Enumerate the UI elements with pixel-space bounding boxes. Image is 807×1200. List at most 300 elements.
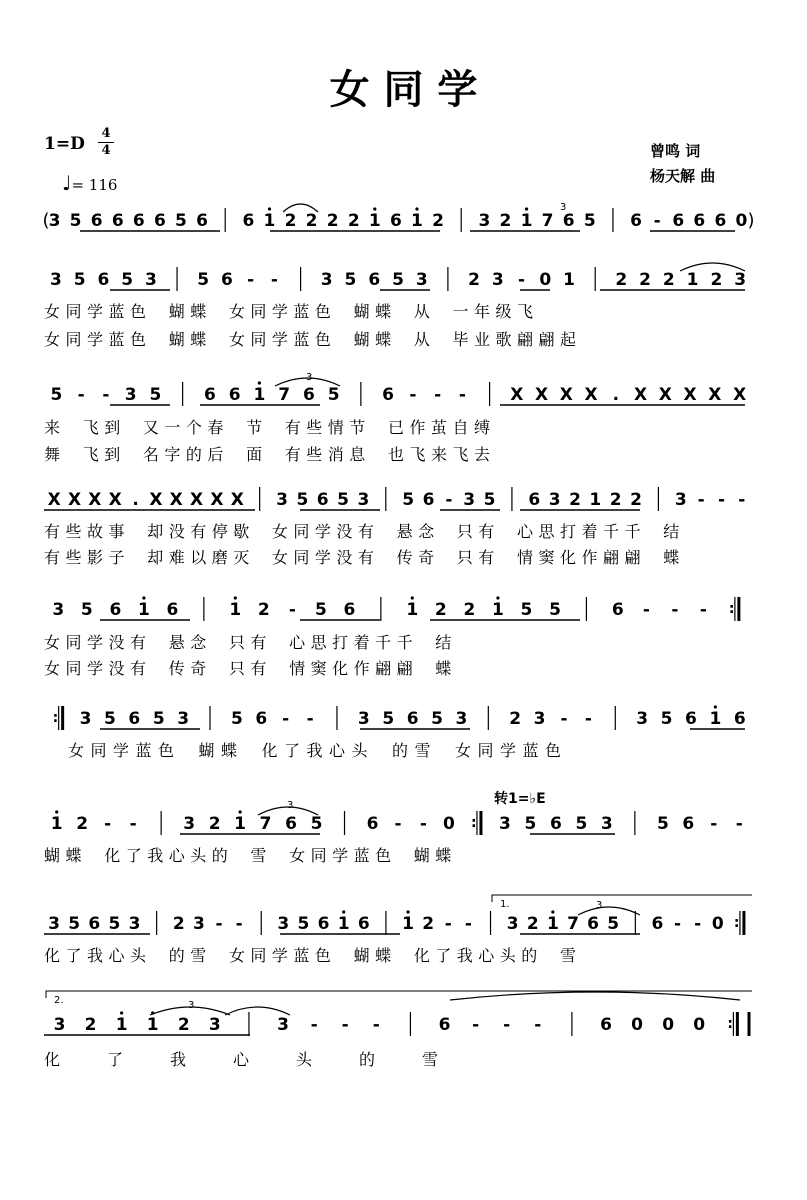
lyric-char: 蓝 [108, 330, 125, 349]
note: 5 [296, 490, 309, 510]
lyric-char: 学 [113, 741, 130, 760]
lyric-char: 有 [44, 548, 61, 567]
note: 1 [411, 211, 423, 231]
note: X [108, 490, 122, 510]
lyric-char: 色 [545, 741, 562, 760]
note: 3 [320, 270, 333, 290]
lyric-char: 从 [413, 302, 430, 321]
note: 2 [662, 270, 675, 290]
lyric-char: 女 [228, 330, 245, 349]
lyric-char: 没 [108, 633, 125, 652]
lyric-char: 女 [228, 946, 245, 965]
note: - [102, 385, 110, 405]
lyric-char: 同 [65, 633, 82, 652]
note: X [559, 385, 573, 405]
lyric-char: 消 [327, 445, 344, 464]
note: - [735, 814, 743, 834]
lyric-char: 蝶 [190, 302, 207, 321]
lyric-char: 窦 [310, 659, 327, 678]
note: - [710, 814, 718, 834]
note: - [104, 814, 112, 834]
lyric-char: 了 [125, 846, 142, 865]
note: 5 [175, 211, 187, 231]
note: 5 [197, 270, 210, 290]
lyric-char: 心 [233, 1050, 250, 1069]
note: 6 [685, 709, 697, 729]
note: 1 [263, 211, 276, 231]
note: X [149, 490, 163, 510]
octave-dot [268, 207, 271, 210]
note: 5 [483, 490, 496, 510]
time-signature-top: 4 [101, 126, 111, 141]
octave-dot [411, 596, 414, 599]
octave-dot [55, 810, 58, 813]
note: X [658, 385, 672, 405]
lyric-char: 学 [271, 302, 288, 321]
note: 3 [463, 490, 476, 510]
lyric-char: 女 [44, 633, 61, 652]
lyric-char: 来 [44, 418, 61, 437]
lyric-char: 的 [359, 1050, 376, 1069]
note: 3 [499, 814, 511, 834]
note: 3 [48, 914, 60, 934]
modulation-text: 转1=♭E [494, 791, 546, 807]
note: - [674, 914, 682, 934]
note: 1 [520, 211, 533, 231]
lyric-char: 从 [413, 330, 430, 349]
lyric-char: 头 [499, 946, 516, 965]
note: 5 [314, 600, 327, 620]
lyric-char: 级 [495, 302, 512, 321]
note: 7 [567, 914, 579, 934]
note: 3 [144, 270, 157, 290]
lyric-char: 翩 [624, 548, 641, 567]
note: 3 [548, 490, 561, 510]
note: 2 [326, 211, 339, 231]
note: 1 [563, 270, 575, 290]
note: 5 [149, 385, 162, 405]
note: 2 [468, 270, 480, 290]
note: - [671, 600, 679, 620]
note: 3 [455, 709, 468, 729]
lyric-char: 雪 [414, 741, 431, 760]
lyric-char: 灭 [233, 548, 250, 567]
note: 5 [121, 270, 134, 290]
note: 6 [285, 814, 297, 834]
note: 6 [438, 1015, 451, 1035]
note: - [464, 914, 472, 934]
lyric-char: 思 [538, 522, 555, 541]
note: 3 [48, 211, 61, 231]
note: 3 [183, 814, 196, 834]
slur [450, 992, 740, 1000]
note: 6 [97, 270, 110, 290]
lyric-char: 心 [108, 946, 125, 965]
note: 6 [128, 709, 141, 729]
note: 6 [587, 914, 600, 934]
lyric-char: 蝴 [168, 330, 185, 349]
note: X [634, 385, 648, 405]
note: 6 [682, 814, 695, 834]
note: . [612, 385, 620, 405]
lyric-char: 翩 [517, 330, 534, 349]
lyric-char: 春 [207, 418, 224, 437]
octave-dot [525, 207, 528, 210]
lyric-char: 打 [332, 633, 349, 652]
lyric-char: 心 [478, 946, 495, 965]
lyric-char: 只 [456, 548, 473, 567]
lyric-char: 也 [388, 445, 405, 464]
lyric-char: 千 [375, 633, 392, 652]
note: 3 [124, 385, 137, 405]
note: 3 [276, 490, 288, 510]
note: 3 [357, 490, 370, 510]
lyric-char: 来 [431, 445, 448, 464]
note: 1 [234, 814, 247, 834]
note: - [310, 1015, 318, 1035]
lyric-char: 我 [306, 741, 323, 760]
volta-2-label: 2. [54, 995, 64, 1006]
note: 5 [230, 709, 243, 729]
lyric-char: 子 [108, 548, 125, 567]
note: 6 [366, 814, 379, 834]
lyric-char: 字 [164, 445, 181, 464]
note: 2 [569, 490, 581, 510]
note: 5 [69, 211, 82, 231]
lyric-char: 蝴 [168, 302, 185, 321]
note: - [642, 600, 650, 620]
note: 6 [203, 385, 216, 405]
note: 5 [520, 600, 533, 620]
lyric-char: 头 [351, 741, 368, 760]
lyric-char: 女 [289, 846, 306, 865]
lyric-char: 窦 [538, 548, 555, 567]
note: 6 [630, 211, 643, 231]
lyric-char: 传 [396, 548, 413, 567]
note: X [47, 490, 61, 510]
note: - [458, 385, 466, 405]
lyric-char: 同 [65, 659, 82, 678]
lyric-char: 女 [68, 741, 85, 760]
lyric-char: 情 [327, 418, 344, 437]
lyric-char: 同 [293, 548, 310, 567]
lyric-char: 的 [185, 445, 202, 464]
lyric-char: 我 [147, 846, 164, 865]
lyric-char: 同 [250, 946, 267, 965]
lyric-char: 学 [87, 633, 104, 652]
tempo-value: = 116 [71, 176, 118, 194]
note: - [215, 914, 223, 934]
note: 3 [52, 600, 65, 620]
note: - [534, 1015, 542, 1035]
lyric-char: 雪 [250, 846, 267, 865]
note: - [717, 490, 726, 510]
note: 5 [327, 385, 340, 405]
note: - [247, 270, 255, 290]
repeat-dots: : [52, 710, 59, 726]
lyric-char: 的 [392, 741, 409, 760]
lyric-char: 只 [228, 633, 245, 652]
note: 6 [196, 211, 208, 231]
lyric-char: 了 [284, 741, 301, 760]
lyric-char: 化 [44, 1050, 61, 1069]
lyric-char: 有 [130, 659, 147, 678]
lyric-char: 化 [332, 659, 349, 678]
note: X [683, 385, 697, 405]
lyric-char: 思 [310, 633, 327, 652]
lyric-char: 飞 [452, 445, 469, 464]
note: 3 [192, 914, 205, 934]
note: 3 [79, 709, 92, 729]
note: 6 [302, 385, 315, 405]
note: 6 [132, 211, 145, 231]
note: 5 [152, 709, 165, 729]
note: 6 [651, 914, 664, 934]
lyric-char: 有 [357, 548, 374, 567]
lyric-char: 心 [329, 741, 346, 760]
lyric-char: 蓝 [522, 741, 539, 760]
lyric-char: 结 [435, 633, 452, 652]
note: 6 [600, 1015, 612, 1035]
note: 2 [509, 709, 522, 729]
lyric-char: 翩 [375, 659, 392, 678]
lyric-char: 学 [87, 659, 104, 678]
note: 0 [711, 914, 724, 934]
note: 5 [402, 490, 415, 510]
note: - [288, 600, 296, 620]
lyric-char: 没 [108, 659, 125, 678]
lyric-char: 学 [332, 846, 349, 865]
lyric-char: 奇 [190, 659, 207, 678]
note: 1 [115, 1015, 128, 1035]
note: 5 [68, 914, 81, 934]
lyric-char: 已 [388, 418, 405, 437]
lyric-char: 有 [284, 445, 301, 464]
lyric-char: 学 [87, 302, 104, 321]
lyric-char: 节 [349, 418, 366, 437]
lyric-char: 有 [357, 522, 374, 541]
note: - [372, 1015, 380, 1035]
lyric-char: 面 [246, 445, 263, 464]
lyric-char: 了 [435, 946, 452, 965]
volta-1-bracket [492, 895, 752, 902]
note: 2 [208, 814, 221, 834]
triplet-mark: 3 [306, 372, 313, 383]
note: 3 [636, 709, 649, 729]
lyric-char: 些 [306, 418, 323, 437]
octave-dot [551, 910, 554, 913]
octave-dot [373, 207, 376, 210]
note: 5 [392, 270, 404, 290]
note: 1 [589, 490, 602, 510]
note: 7 [541, 211, 554, 231]
lyric-char: 有 [250, 659, 267, 678]
lyric-char: 只 [228, 659, 245, 678]
lyric-char: 到 [104, 445, 121, 464]
lyric-char: 悬 [396, 522, 413, 541]
lyric-char: 蓝 [108, 302, 125, 321]
lyric-char: 蝶 [435, 659, 452, 678]
lyric-char: 蝴 [198, 741, 215, 760]
lyric-char: 女 [44, 302, 61, 321]
note: 7 [278, 385, 291, 405]
lyric-char: 自 [452, 418, 469, 437]
song-title: 女 同 学 [329, 67, 478, 113]
lyric-char: 女 [44, 330, 61, 349]
note: - [560, 709, 568, 729]
note: X [67, 490, 82, 510]
note: - [409, 385, 417, 405]
note: 3 [53, 1015, 66, 1035]
note: - [697, 490, 705, 510]
lyric-char: 我 [456, 946, 473, 965]
key-signature: 1=D [44, 134, 85, 154]
note: - [738, 490, 746, 510]
note: 6 [317, 914, 330, 934]
note: 3 [277, 1015, 290, 1035]
note: 2 [347, 211, 360, 231]
note: 0 [631, 1015, 644, 1035]
note: 2 [615, 270, 628, 290]
lyric-char: 了 [65, 946, 82, 965]
lyric-char: 头 [296, 1050, 313, 1069]
composer-credit: 杨天解 曲 [650, 167, 716, 185]
lyric-char: 却 [147, 522, 164, 541]
lyric-char: 的 [168, 946, 185, 965]
lyric-char: 蝶 [190, 330, 207, 349]
lyric-char: 没 [336, 548, 353, 567]
note: X [88, 490, 102, 510]
lyric-char: 情 [289, 659, 306, 678]
lyric-char: 我 [87, 946, 104, 965]
note: 0 [662, 1015, 675, 1035]
note: - [341, 1015, 349, 1035]
note: - [694, 914, 702, 934]
lyric-char: 色 [130, 302, 147, 321]
note: - [270, 270, 278, 290]
lyric-char: 影 [87, 548, 104, 567]
note: 6 [389, 211, 402, 231]
note: - [445, 490, 453, 510]
volta-2-bracket [46, 991, 752, 998]
note: 6 [111, 211, 124, 231]
note: - [518, 270, 526, 290]
triplet-mark: 3 [596, 900, 603, 911]
lyric-char: 蝴 [353, 330, 370, 349]
note: 2 [499, 211, 512, 231]
lyric-char: 磨 [211, 548, 228, 567]
lyric-char: 学 [87, 330, 104, 349]
note: 1 [50, 814, 63, 834]
lyric-char: 有 [478, 522, 495, 541]
note: 1 [402, 914, 414, 934]
open-paren: ( [42, 210, 50, 231]
note: 3 [674, 490, 687, 510]
note: 1 [709, 709, 722, 729]
lyric-char: 故 [87, 522, 104, 541]
note: 5 [660, 709, 673, 729]
note: 3 [357, 709, 370, 729]
note: 6 [549, 814, 562, 834]
lyric-char: 千 [603, 522, 620, 541]
lyric-char: 去 [474, 445, 491, 464]
note: 0 [693, 1015, 706, 1035]
lyric-char: 翩 [538, 330, 555, 349]
lyric-char: 雪 [190, 946, 207, 965]
lyric-char: 蓝 [353, 846, 370, 865]
lyric-char: 作 [581, 548, 598, 567]
note: 6 [166, 600, 179, 620]
note: - [434, 385, 442, 405]
lyric-char: 头 [130, 946, 147, 965]
note: - [472, 1015, 480, 1035]
lyric-char: 歇 [233, 522, 250, 541]
note: 5 [583, 211, 596, 231]
note: 0 [735, 211, 748, 231]
note: 2 [639, 270, 652, 290]
lyric-char: 心 [168, 846, 185, 865]
note: 2 [422, 914, 435, 934]
lyric-char: 化 [261, 741, 278, 760]
note: 5 [344, 270, 357, 290]
lyric-char: 毕 [452, 330, 469, 349]
note: 5 [337, 490, 349, 510]
note: - [584, 709, 592, 729]
note: 6 [611, 600, 624, 620]
lyric-char: 着 [581, 522, 598, 541]
note: 2 [630, 490, 642, 510]
note: 3 [49, 270, 62, 290]
note: 6 [255, 709, 268, 729]
note: 1 [253, 385, 266, 405]
lyric-char: 化 [413, 946, 430, 965]
lyric-char: 的 [521, 946, 538, 965]
note: X [169, 490, 183, 510]
note: 2 [177, 1015, 190, 1035]
lyric-char: 色 [375, 846, 392, 865]
note: 5 [524, 814, 537, 834]
lyric-char: 蓝 [293, 302, 310, 321]
lyric-char: 蝶 [65, 846, 82, 865]
octave-dot [342, 910, 345, 913]
lyric-char: 作 [409, 418, 426, 437]
lyric-char: 以 [190, 548, 207, 567]
note: 1 [368, 211, 381, 231]
lyric-char: 同 [65, 330, 82, 349]
lyricist-credit: 曾鸣 词 [650, 142, 701, 160]
note: 6 [733, 709, 746, 729]
lyric-char: 蝶 [375, 302, 392, 321]
lyric-char: 有 [44, 522, 61, 541]
note: 5 [382, 709, 395, 729]
octave-dot [120, 1011, 123, 1014]
note: 3 [533, 709, 546, 729]
note: 5 [108, 914, 121, 934]
lyric-char: 蝴 [44, 846, 61, 865]
lyric-char: 打 [560, 522, 577, 541]
lyric-char: 个 [185, 418, 202, 437]
note: 7 [259, 814, 272, 834]
lyric-char: 蝶 [435, 846, 452, 865]
note: - [235, 914, 243, 934]
note: 2 [284, 211, 297, 231]
lyric-char: 飞 [409, 445, 426, 464]
note: 1 [229, 600, 242, 620]
lyric-char: 色 [130, 330, 147, 349]
note: 6 [357, 914, 370, 934]
lyric-char: 蓝 [135, 741, 152, 760]
note: 5 [656, 814, 669, 834]
